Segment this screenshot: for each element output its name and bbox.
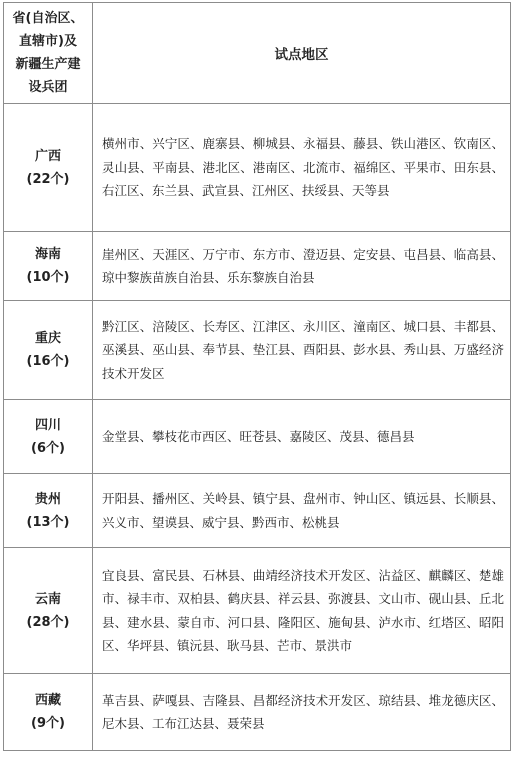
province-name: 海南 [34,247,61,262]
province-name: 云南 [34,591,61,607]
areas-cell: 黔江区、涪陵区、长寿区、江津区、永川区、潼南区、城口县、丰都县、巫溪县、巫山县、奉节县、垫江县、酉阳县、彭水县、秀山县、万盛经济技术开发区 [93,301,511,400]
province-name: 贵州 [34,491,61,507]
header-province-cell [4,3,93,104]
pilot-area-table [3,2,511,751]
province-count: (6个) [31,440,65,456]
table-header-row [4,3,511,104]
table-row [4,674,511,751]
province-count: (9个) [31,716,65,731]
province-count: (22个) [26,171,70,187]
province-count: (28个) [26,614,70,630]
header-province-line: 省(自治区、 [12,11,84,26]
header-areas-cell: 试点地区 [93,3,511,104]
province-name: 广西 [34,148,61,164]
header-province-line: 新疆生产建 [15,57,81,72]
areas-cell: 金堂县、攀枝花市西区、旺苍县、嘉陵区、茂县、德昌县 [93,400,511,474]
table-row [4,474,511,548]
province-name: 重庆 [34,331,61,346]
province-count: (13个) [26,514,70,530]
table-row [4,104,511,232]
header-province-line: 直辖市)及 [19,34,77,49]
table-row [4,400,511,474]
province-cell [4,674,93,751]
province-cell [4,301,93,400]
province-count: (10个) [26,270,70,285]
areas-cell: 宜良县、富民县、石林县、曲靖经济技术开发区、沾益区、麒麟区、楚雄市、禄丰市、双柏县、鹤庆县、祥云县、弥渡县、文山市、砚山县、丘北县、建水县、蒙自市、河口县、隆阳区、施甸县、泸水市、红塔区、昭阳区、华坪县、镇沅县、耿马县、芒市、景洪市 [93,548,511,674]
areas-cell: 革吉县、萨嘎县、吉隆县、昌都经济技术开发区、琼结县、堆龙德庆区、尼木县、工布江达县、聂荣县 [93,674,511,751]
province-cell [4,232,93,301]
table-row [4,301,511,400]
province-cell [4,474,93,548]
header-province-line: 设兵团 [28,80,68,95]
areas-cell: 崖州区、天涯区、万宁市、东方市、澄迈县、定安县、屯昌县、临高县、琼中黎族苗族自治县、乐东黎族自治县 [93,232,511,301]
province-cell [4,104,93,232]
table-row [4,232,511,301]
table-row [4,548,511,674]
province-name: 四川 [34,417,61,433]
areas-cell: 横州市、兴宁区、鹿寨县、柳城县、永福县、藤县、铁山港区、钦南区、灵山县、平南县、港北区、港南区、北流市、福绵区、平果市、田东县、右江区、东兰县、武宣县、江州区、扶绥县、天等县 [93,104,511,232]
areas-cell: 开阳县、播州区、关岭县、镇宁县、盘州市、钟山区、镇远县、长顺县、兴义市、望谟县、威宁县、黔西市、松桃县 [93,474,511,548]
province-cell [4,548,93,674]
province-cell [4,400,93,474]
province-count: (16个) [26,354,70,369]
province-name: 西藏 [34,693,61,708]
